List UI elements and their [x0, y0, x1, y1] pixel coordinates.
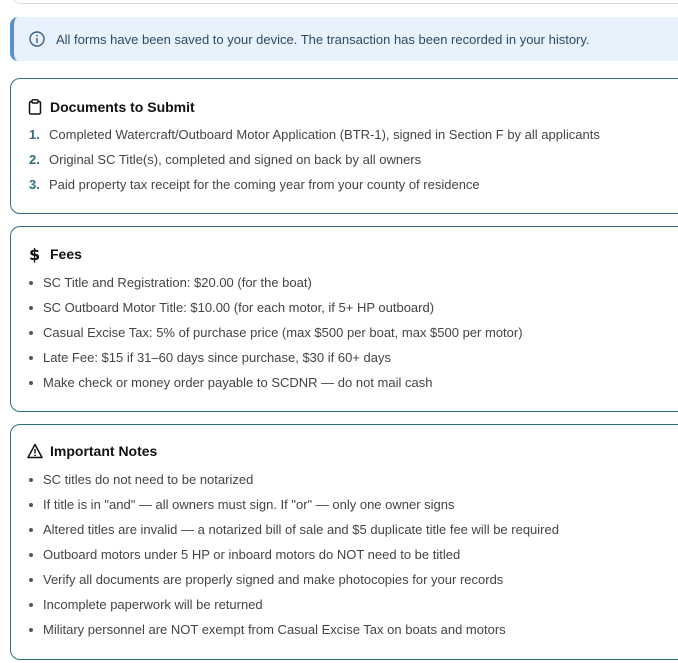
item-text: Military personnel are NOT exempt from Casual Excise Tax on boats and motors — [43, 622, 506, 637]
bullet — [29, 553, 33, 557]
documents-title: Documents to Submit — [50, 99, 195, 115]
item-text: Casual Excise Tax: 5% of purchase price (max $500 per boat, max $500 per motor) — [43, 325, 523, 340]
fees-card — [10, 226, 678, 412]
bullet — [29, 306, 33, 310]
notes-title: Important Notes — [50, 443, 158, 459]
notes-list — [27, 467, 678, 642]
list-item — [25, 320, 678, 345]
documents-card — [10, 78, 678, 214]
item-text: Original SC Title(s), completed and signed on back by all owners — [49, 152, 422, 167]
list-item — [25, 370, 678, 395]
item-text: SC titles do not need to be notarized — [43, 472, 254, 487]
documents-header — [27, 97, 678, 117]
item-text: Outboard motors under 5 HP or inboard motors do NOT need to be titled — [43, 547, 461, 562]
item-text: Altered titles are invalid — a notarized bill of sale and $5 duplicate title fee will be required — [43, 522, 559, 537]
notes-card — [10, 424, 678, 660]
list-item — [25, 617, 678, 642]
bullet — [29, 381, 33, 385]
banner-message: All forms have been saved to your device. The transaction has been recorded in your history. — [56, 31, 590, 47]
list-item — [25, 295, 678, 320]
fees-header — [27, 244, 678, 264]
item-text: Late Fee: $15 if 31–60 days since purchase, $30 if 60+ days — [43, 350, 391, 365]
bullet — [29, 603, 33, 607]
item-number: 1. — [29, 127, 40, 142]
item-text: Incomplete paperwork will be returned — [43, 597, 263, 612]
item-number: 3. — [29, 177, 40, 192]
bullet — [29, 503, 33, 507]
bullet — [29, 478, 33, 482]
list-item — [27, 172, 678, 197]
item-text: SC Title and Registration: $20.00 (for the boat) — [43, 275, 312, 290]
bullet — [29, 281, 33, 285]
bullet — [29, 356, 33, 360]
item-text: Make check or money order payable to SCDNR — do not mail cash — [43, 375, 433, 390]
clipboard-icon — [27, 98, 43, 116]
info-icon — [28, 30, 46, 48]
item-number: 2. — [29, 152, 40, 167]
bullet — [29, 331, 33, 335]
item-text: Completed Watercraft/Outboard Motor Application (BTR-1), signed in Section F by all applicants — [49, 127, 600, 142]
bullet — [29, 628, 33, 632]
dollar-icon — [27, 245, 43, 263]
list-item — [25, 592, 678, 617]
documents-list — [27, 122, 678, 197]
success-banner — [10, 17, 678, 61]
previous-card — [10, 0, 678, 4]
list-item — [25, 345, 678, 370]
item-text: SC Outboard Motor Title: $10.00 (for each motor, if 5+ HP outboard) — [43, 300, 435, 315]
list-item — [25, 517, 678, 542]
list-item — [27, 147, 678, 172]
item-text: If title is in "and" — all owners must sign. If "or" — only one owner signs — [43, 497, 455, 512]
list-item — [25, 270, 678, 295]
list-item — [25, 542, 678, 567]
list-item — [25, 567, 678, 592]
list-item — [27, 122, 678, 147]
svg-text:$: $ — [29, 245, 41, 263]
warning-icon — [27, 442, 43, 460]
bullet — [29, 528, 33, 532]
item-text: Paid property tax receipt for the coming year from your county of residence — [49, 177, 480, 192]
list-item — [25, 467, 678, 492]
item-text: Verify all documents are properly signed and make photocopies for your records — [43, 572, 504, 587]
notes-header — [27, 441, 678, 461]
fees-list — [27, 270, 678, 395]
fees-title: Fees — [50, 246, 82, 262]
bullet — [29, 578, 33, 582]
list-item — [25, 492, 678, 517]
